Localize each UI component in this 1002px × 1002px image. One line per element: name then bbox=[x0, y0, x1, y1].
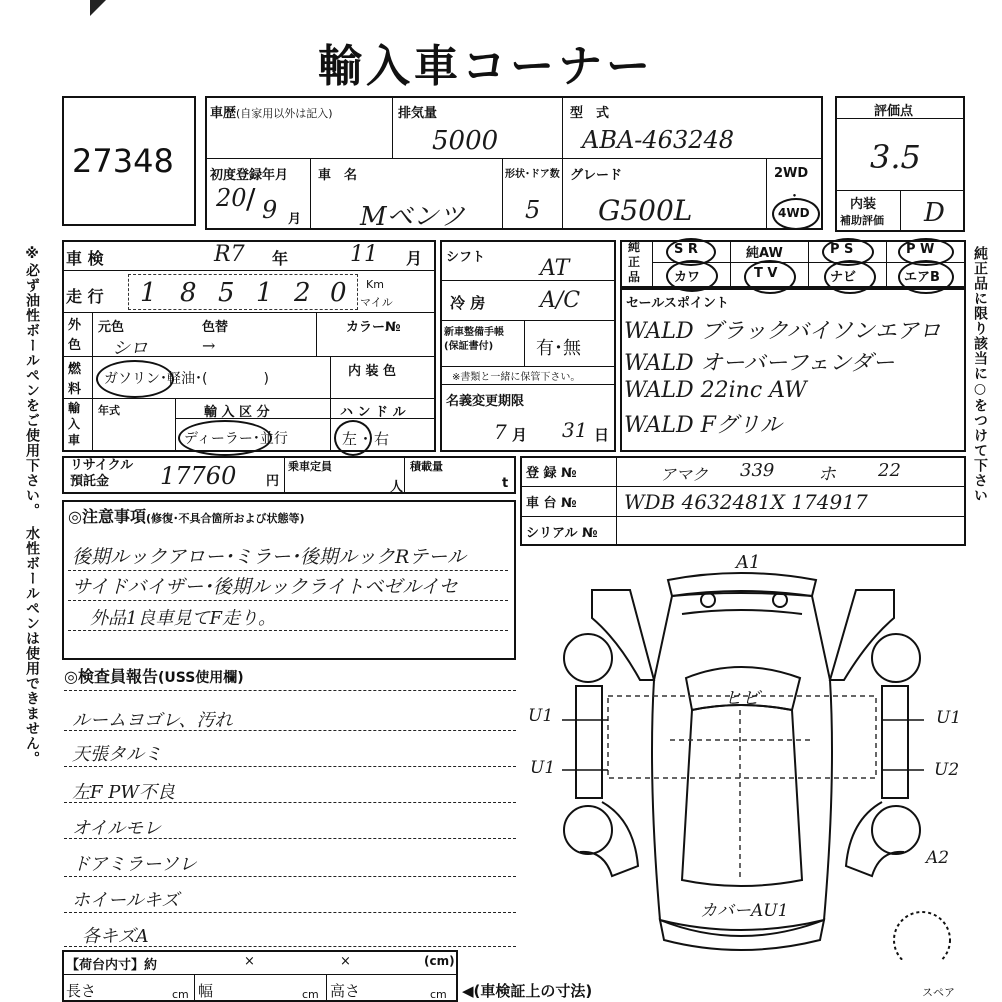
handle-options: 左 ･ 右 bbox=[342, 430, 390, 448]
manual-options: 有･無 bbox=[536, 338, 581, 359]
grade-label: グレード bbox=[570, 168, 623, 183]
import-dealer-circle bbox=[178, 420, 272, 456]
length-unit: cm bbox=[172, 988, 189, 1001]
inspection-year-value: R7 bbox=[214, 242, 245, 267]
mileage-digit-5: 0 bbox=[330, 278, 347, 308]
chassis-no-label: 車 台 № bbox=[526, 496, 577, 511]
equip-nav: カワ bbox=[674, 270, 701, 285]
mark-glass: ヒビ bbox=[724, 688, 760, 709]
score-label: 評価点 bbox=[874, 104, 914, 119]
mark-rear: カバーAU1 bbox=[700, 901, 789, 921]
side-panel-left bbox=[576, 686, 602, 798]
fog-light-right bbox=[773, 593, 787, 607]
color-no-label: カラー№ bbox=[346, 320, 401, 335]
ac-label: 冷 房 bbox=[450, 294, 486, 312]
mileage-digit-3: 1 bbox=[256, 278, 273, 308]
load-unit: t bbox=[502, 476, 509, 491]
score-value: 3.5 bbox=[870, 138, 921, 176]
wheel-rear-left bbox=[564, 806, 612, 854]
length-label: 長さ bbox=[66, 982, 97, 1000]
displacement-label: 排気量 bbox=[398, 106, 438, 121]
corner-fold-icon bbox=[90, 0, 106, 16]
mileage-digit-1: 8 bbox=[180, 278, 197, 308]
equip-ps: P S bbox=[830, 242, 854, 257]
mark-a2: A2 bbox=[926, 848, 950, 868]
inspection-year-unit: 年 bbox=[272, 249, 289, 268]
fog-light-left bbox=[701, 593, 715, 607]
cargo-label: 【荷台内寸】約 bbox=[66, 958, 158, 973]
ac-value: A/C bbox=[540, 288, 581, 313]
drive-dot: ･ bbox=[791, 189, 798, 205]
recycle-fee-value: 17760 bbox=[160, 462, 237, 490]
first-reg-label: 初度登録年月 bbox=[210, 168, 289, 183]
doors-label: 形状･ドア数 bbox=[505, 169, 560, 180]
lot-number: 27348 bbox=[72, 142, 174, 180]
equip-pw: P W bbox=[906, 242, 935, 257]
import-options: ディーラー･並行 bbox=[184, 431, 288, 447]
car-name-label: 車 名 bbox=[318, 168, 358, 183]
wheel-front-right bbox=[872, 634, 920, 682]
inspector-line-2: 天張タルミ bbox=[72, 744, 162, 765]
name-change-month-value: 7 bbox=[494, 420, 507, 444]
capacity-label: 乗車定員 bbox=[288, 460, 332, 473]
width-label: 幅 bbox=[198, 982, 214, 1000]
name-change-label: 名義変更期限 bbox=[446, 394, 525, 409]
mileage-digit-0: 1 bbox=[140, 278, 157, 308]
mileage-digit-4: 2 bbox=[294, 278, 311, 308]
name-change-month-unit: 月 bbox=[512, 426, 528, 444]
model-type-value: ABA-463248 bbox=[582, 126, 735, 154]
orig-color-value: シロ bbox=[112, 338, 148, 359]
handle-left-circle bbox=[334, 420, 372, 456]
cargo-times-2: × bbox=[340, 954, 351, 969]
height-unit: cm bbox=[430, 988, 447, 1001]
km-label: Km bbox=[366, 278, 384, 291]
reg-area: アマク bbox=[660, 465, 709, 484]
notes-line-2: サイドバイザー･後期ルックライトベゼルイセ bbox=[72, 576, 458, 598]
spare-label: スペア bbox=[922, 986, 955, 999]
doors-value: 5 bbox=[525, 196, 541, 224]
recycle-label: リサイクル 預託金 bbox=[70, 458, 134, 489]
side-panel-right bbox=[882, 686, 908, 798]
car-body bbox=[652, 593, 832, 930]
shift-label: シフト bbox=[446, 250, 486, 265]
interior-score: D bbox=[924, 198, 945, 228]
serial-no-label: シリアル № bbox=[526, 526, 598, 541]
displacement-value: 5000 bbox=[432, 126, 499, 156]
fuel-options: ガソリン･軽油･( ) bbox=[104, 371, 269, 387]
color-change-label: 色替 bbox=[202, 320, 229, 335]
exterior-label: 外 色 bbox=[68, 318, 82, 353]
side-note-right: 純正品に限り該当に○をつけて下さい bbox=[972, 246, 988, 503]
first-reg-slash: / bbox=[246, 182, 256, 215]
model-year-label: 年式 bbox=[98, 404, 120, 417]
cargo-cm: (cm) bbox=[424, 954, 455, 968]
mark-u1-left-1: U1 bbox=[528, 706, 554, 726]
name-change-day-value: 31 bbox=[562, 418, 588, 442]
inspection-month-unit: 月 bbox=[406, 249, 423, 268]
fuel-gasoline-circle bbox=[96, 360, 174, 398]
drive-4wd-circle bbox=[772, 198, 820, 230]
page-title: 輸入車コーナー bbox=[318, 41, 654, 92]
drive-4wd: 4WD bbox=[778, 206, 810, 220]
mileage-digit-boxes bbox=[128, 274, 358, 310]
inspector-line-1: ルームヨゴレ、汚れ bbox=[72, 710, 233, 731]
mileage-label: 走 行 bbox=[66, 287, 104, 306]
name-change-day-unit: 日 bbox=[594, 426, 610, 444]
mark-u2-right-2: U2 bbox=[934, 760, 960, 780]
side-note-left: ※必ず油性ボールペンをご使用下さい。 水性ボールペンは使用できません。 bbox=[24, 246, 40, 766]
wheel-front-left bbox=[564, 634, 612, 682]
import-label: 輸 入 車 bbox=[68, 401, 81, 447]
door-left-front bbox=[592, 590, 654, 680]
door-right-front bbox=[830, 590, 894, 680]
notes-line-1: 後期ルックアロー･ミラー･後期ルックRテール bbox=[72, 546, 466, 568]
history-label: 車歴(自家用以外は記入) bbox=[210, 106, 333, 121]
reg-class: 339 bbox=[740, 460, 775, 481]
notes-label: ◎注意事項(修復･不具合箇所および状態等) bbox=[68, 507, 305, 526]
color-arrow: → bbox=[202, 336, 216, 355]
inspector-line-3: 左F PW不良 bbox=[72, 782, 175, 803]
equipment-label: 純 正 品 bbox=[628, 240, 641, 284]
first-reg-month-unit: 月 bbox=[288, 212, 302, 227]
interior-sub-label: 補助評価 bbox=[840, 214, 884, 227]
inspector-line-6: ホイールキズ bbox=[72, 890, 180, 911]
mileage-digit-2: 5 bbox=[218, 278, 235, 308]
inspection-month-value: 11 bbox=[350, 242, 378, 267]
mark-a1-top: A1 bbox=[736, 552, 761, 573]
equip-navi: ナビ bbox=[830, 270, 857, 285]
car-name-value: Mベンツ bbox=[360, 202, 465, 232]
fuel-label: 燃 料 bbox=[68, 362, 82, 397]
first-reg-year: 20 bbox=[216, 184, 247, 212]
reg-kana: ホ bbox=[818, 464, 836, 485]
handle-label: ハ ン ド ル bbox=[340, 405, 406, 420]
spare-tire bbox=[894, 912, 950, 960]
equip-sr: S R bbox=[674, 242, 698, 257]
reg-num: 22 bbox=[878, 460, 901, 481]
sales-point-1: WALD ブラックバイソンエアロ bbox=[624, 319, 941, 344]
equip-aw: 純AW bbox=[746, 246, 783, 261]
drive-2wd: 2WD bbox=[774, 166, 809, 181]
interior-color-label: 内 装 色 bbox=[348, 364, 397, 379]
width-unit: cm bbox=[302, 988, 319, 1001]
inspector-line-4: オイルモレ bbox=[72, 818, 162, 839]
sales-point-label: セールスポイント bbox=[626, 296, 729, 311]
cert-note: ◀(車検証上の寸法) bbox=[462, 982, 593, 1000]
grade-value: G500L bbox=[598, 194, 693, 227]
chassis-value: WDB 4632481X 174917 bbox=[624, 490, 868, 514]
equip-tv: T V bbox=[754, 266, 778, 281]
sales-point-4: WALD Fグリル bbox=[624, 413, 782, 438]
notes-line-3: 外品1良車見てF走り。 bbox=[90, 608, 276, 629]
height-label: 高さ bbox=[330, 982, 361, 1000]
sales-point-3: WALD 22inc AW bbox=[624, 378, 807, 403]
capacity-unit: 人 bbox=[390, 480, 404, 495]
recycle-yen: 円 bbox=[266, 474, 280, 489]
first-reg-month: 9 bbox=[262, 196, 278, 224]
inspector-line-5: ドアミラーソレ bbox=[72, 854, 197, 875]
model-type-label: 型 式 bbox=[570, 106, 610, 121]
manual-label: 新車整備手帳 (保証書付) bbox=[444, 327, 504, 352]
manual-note: ※書類と一緒に保管下さい。 bbox=[452, 372, 581, 383]
orig-color-label: 元色 bbox=[98, 320, 125, 335]
import-type-label: 輸 入 区 分 bbox=[204, 405, 270, 420]
equip-airbag: エアB bbox=[904, 270, 940, 285]
inspection-label: 車 検 bbox=[66, 249, 104, 268]
inspector-label: ◎検査員報告(USS使用欄) bbox=[64, 667, 244, 686]
load-label: 積載量 bbox=[410, 460, 443, 473]
mile-label: マイル bbox=[360, 296, 393, 309]
interior-label: 内装 bbox=[850, 197, 877, 212]
inspector-line-7: 各キズA bbox=[82, 926, 149, 947]
mark-u1-right-1: U1 bbox=[936, 708, 962, 728]
reg-no-label: 登 録 № bbox=[526, 466, 577, 481]
mark-u1-left-2: U1 bbox=[530, 758, 556, 778]
cargo-times-1: × bbox=[244, 954, 255, 969]
sales-point-2: WALD オーバーフェンダー bbox=[624, 351, 895, 376]
shift-value: AT bbox=[540, 256, 570, 281]
wheel-rear-right bbox=[872, 806, 920, 854]
